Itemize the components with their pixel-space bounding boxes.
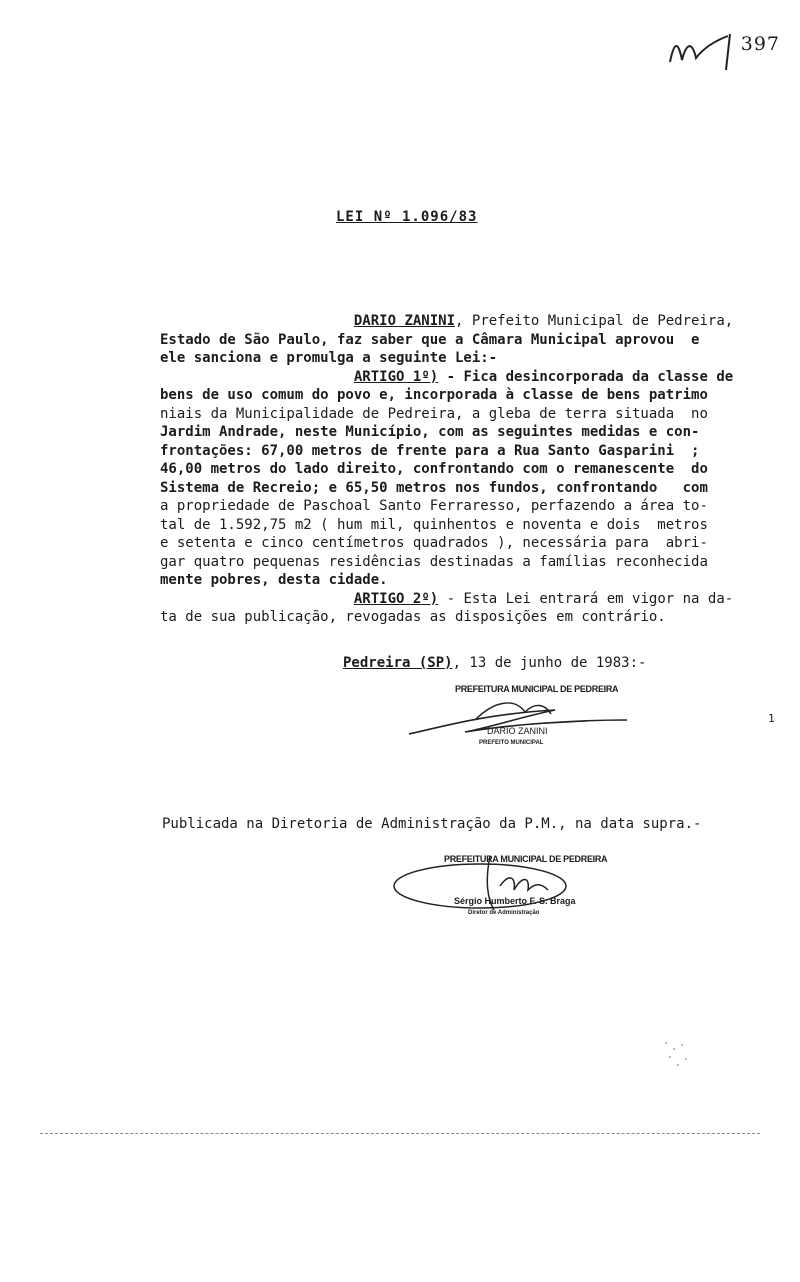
director-stamp-header: PREFEITURA MUNICIPAL DE PEDREIRA [444,854,608,864]
dateline-date: , 13 de junho de 1983:- [452,655,647,671]
article2-label: ARTIGO 2º) [353,590,439,607]
article1-line: Sistema de Recreio; e 65,50 metros nos fundos, confrontando com [160,479,708,496]
mayor-stamp-name: DARIO ZANINI [487,726,548,736]
article1-line: e setenta e cinco centímetros quadrados ), necessária para abri- [160,535,708,551]
director-signature-block [390,846,610,926]
article1-line: 46,00 metros do lado direito, confrontando com o remanescente do [160,461,708,477]
article1-line: mente pobres, desta cidade. [160,572,388,588]
law-title: LEI Nº 1.096/83 [336,209,478,225]
mayor-stamp-header: PREFEITURA MUNICIPAL DE PEDREIRA [455,684,619,694]
intro-line-2: Estado de São Paulo, faz saber que a Câmara Municipal aprovou e [160,331,700,348]
director-stamp-role: Diretor de Administração [468,910,540,916]
mayor-name: DARIO ZANINI [353,313,456,329]
handwritten-initials [668,32,748,72]
law-body [160,312,755,627]
director-stamp-name: Sérgio Humberto F. S. Braga [454,896,576,906]
scan-speckles [656,1035,706,1075]
article2-line-1: ARTIGO 2º) - Esta Lei entrará em vigor na da- [353,590,734,607]
side-mark: 1 [768,712,775,725]
article1-line: Jardim Andrade, neste Município, com as seguintes medidas e con- [160,424,700,440]
scan-edge-line [40,1133,760,1134]
article1-line: tal de 1.592,75 m2 ( hum mil, quinhentos e noventa e dois metros [160,516,708,533]
article1-line: gar quatro pequenas residências destinadas a famílias reconhecida [160,553,708,570]
article1-line: a propriedade de Paschoal Santo Ferraresso, perfazendo a área to- [160,498,708,514]
mayor-stamp-role: PREFEITO MUNICIPAL [479,740,544,746]
dateline [343,655,646,671]
page-number: 397 [740,33,780,55]
dateline-city: Pedreira (SP) [343,655,453,671]
article1-label: ARTIGO 1º) [353,368,439,385]
publication-note: Publicada na Diretoria de Administração da P.M., na data supra.- [162,816,702,832]
article2-line-2: ta de sua publicação, revogadas as disposições em contrário. [160,609,666,625]
mayor-signature-block [405,682,635,752]
article1-line: niais da Municipalidade de Pedreira, a gleba de terra situada no [160,405,708,422]
article1-line-1: ARTIGO 1º) - Fica desincorporada da classe de [353,368,734,385]
director-signature [390,846,610,920]
intro-line-1: DARIO ZANINI, Prefeito Municipal de Pedreira, [353,313,734,329]
article1-line: bens de uso comum do povo e, incorporada à classe de bens patrimo [160,387,708,403]
article1-line: frontações: 67,00 metros de frente para a Rua Santo Gasparini ; [160,442,700,459]
intro-line-3: ele sanciona e promulga a seguinte Lei:- [160,350,498,366]
